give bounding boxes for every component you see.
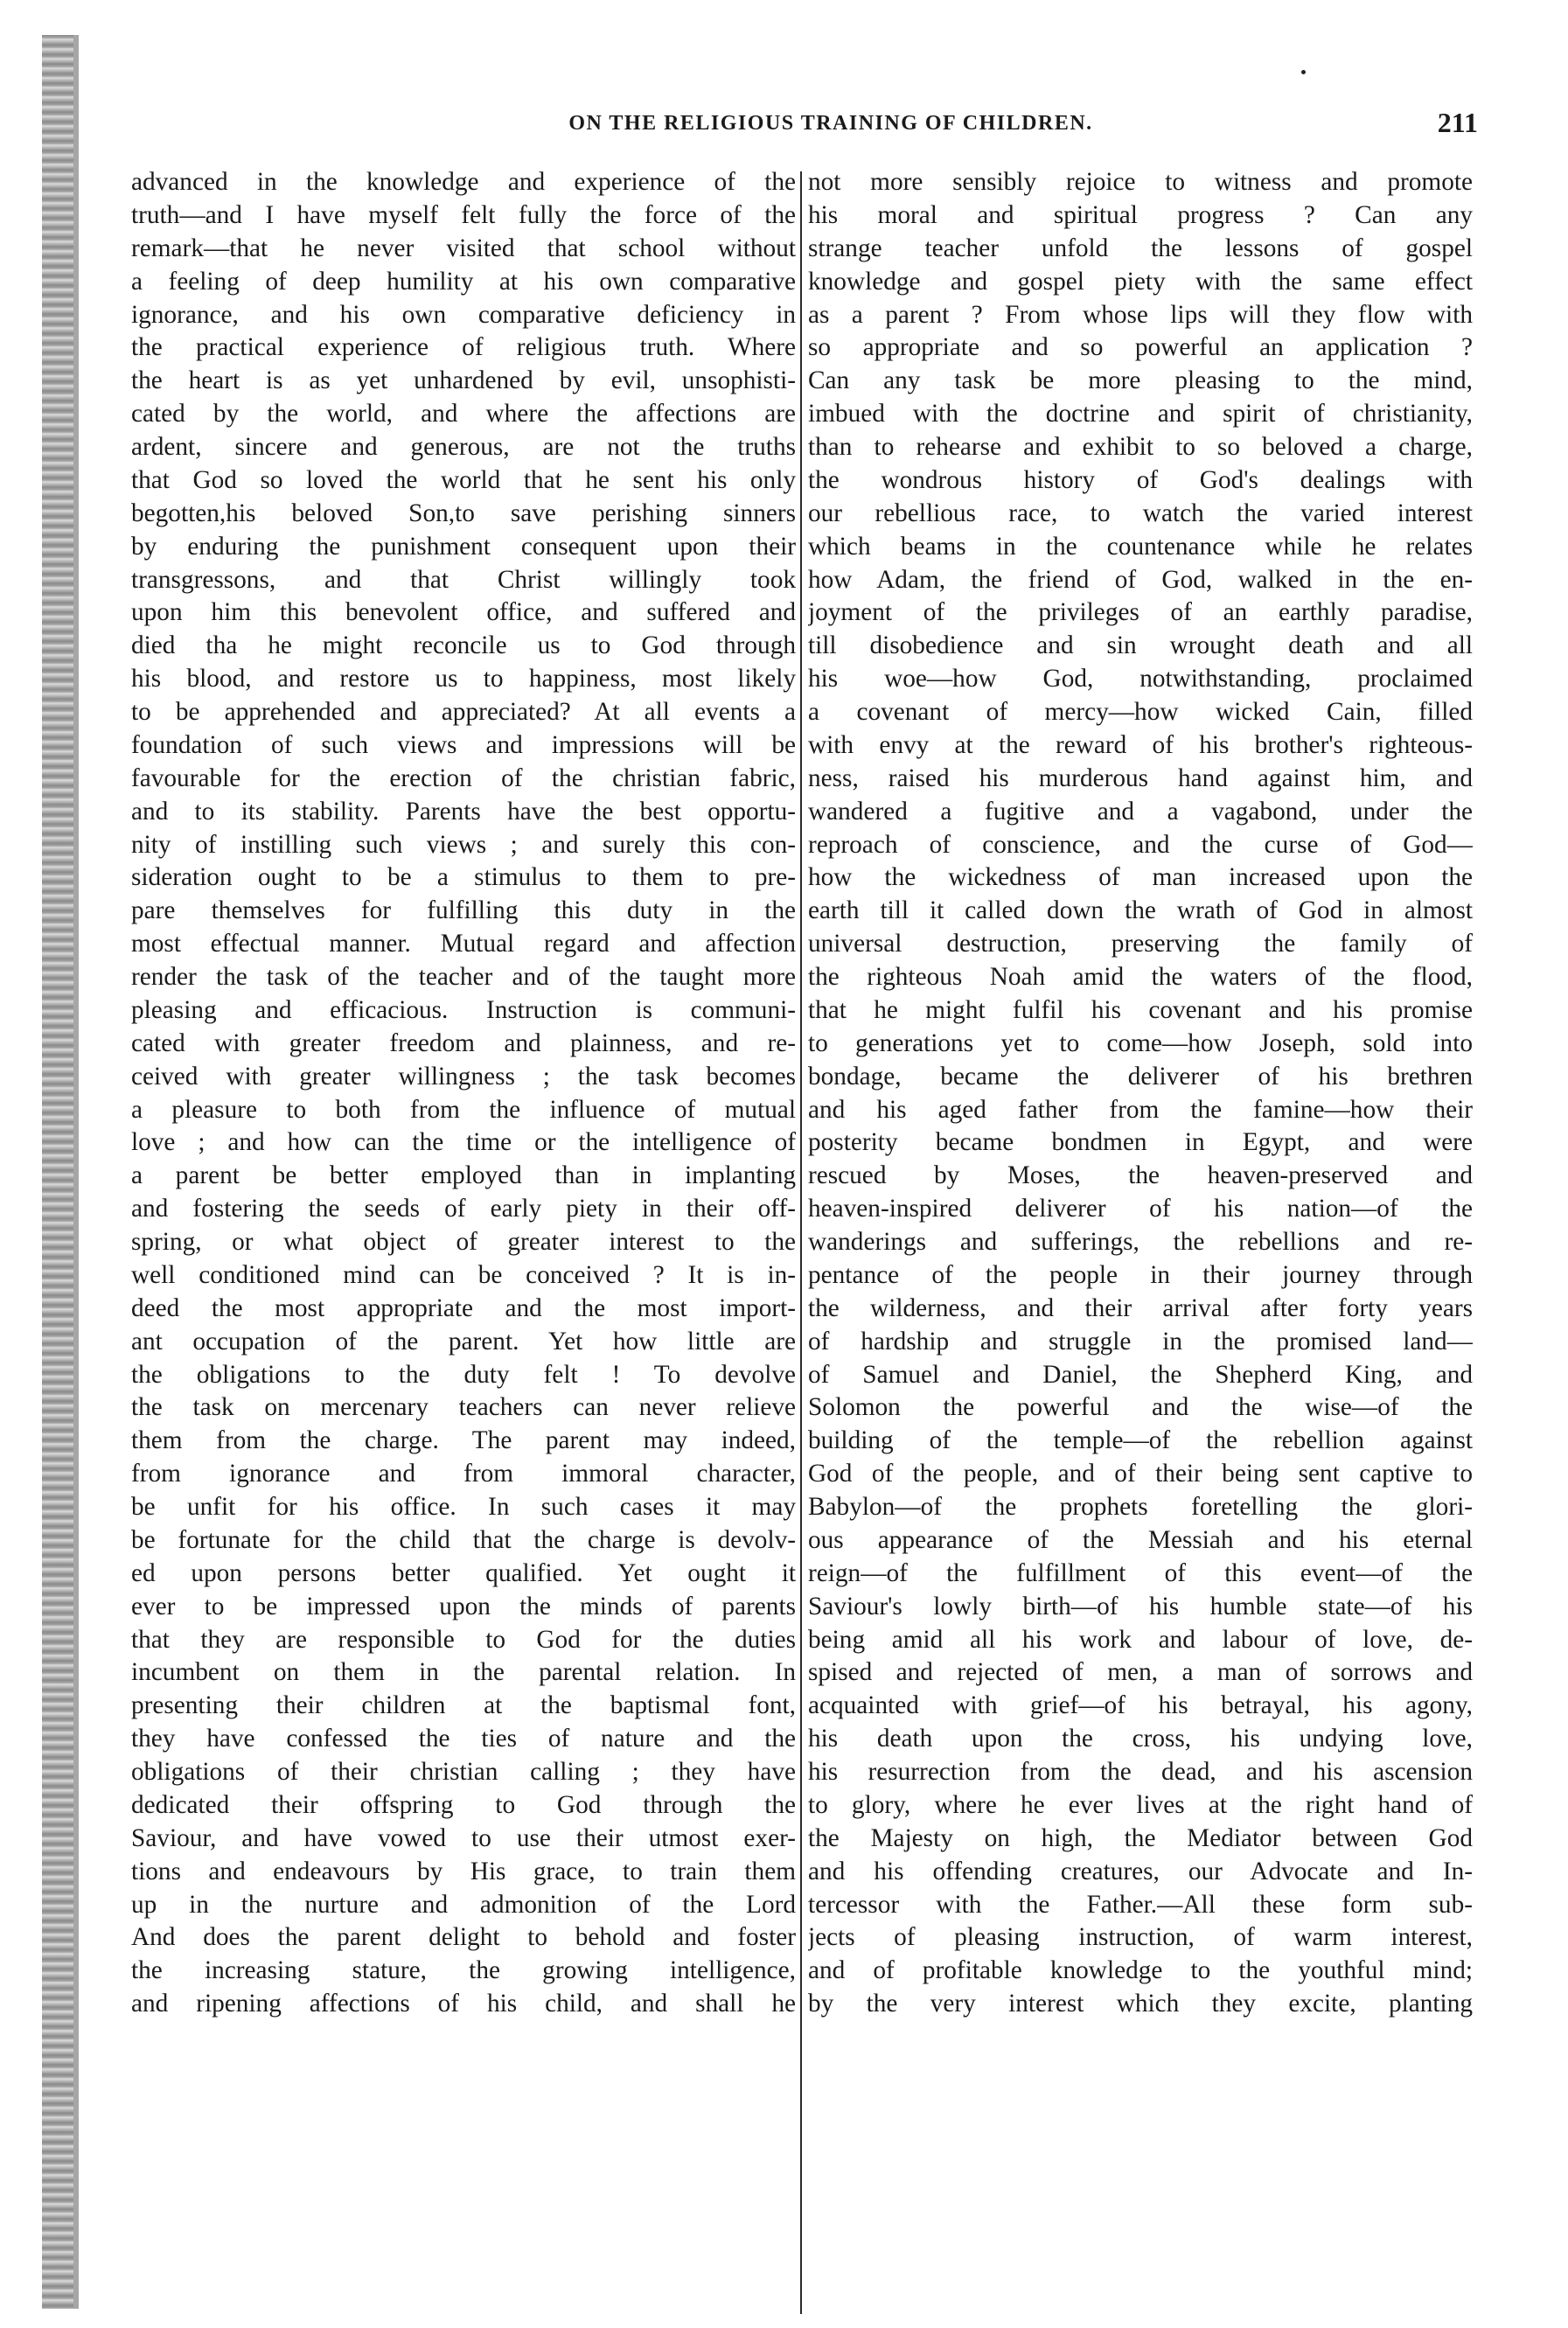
left-column-line bbox=[131, 1391, 796, 1425]
left-column-line-text: pare themselves for fulfilling this duty in the bbox=[131, 896, 796, 925]
right-column-line bbox=[808, 1126, 1473, 1160]
left-column-line bbox=[131, 1259, 796, 1293]
left-column-line bbox=[131, 1193, 796, 1226]
left-column-line-text: most effectual manner. Mutual regard and affection bbox=[131, 930, 796, 958]
left-column-line bbox=[131, 365, 796, 398]
right-column-line-text: how the wickedness of man increased upon the bbox=[808, 863, 1473, 892]
right-column-line-text: our rebellious race, to watch the varied interest bbox=[808, 498, 1473, 527]
left-column-line bbox=[131, 299, 796, 332]
left-column-line-text: be unfit for his office. In such cases it may bbox=[131, 1493, 796, 1521]
left-column-line bbox=[131, 331, 796, 365]
right-column-line-text: Can any task be more pleasing to the mind, bbox=[808, 366, 1473, 395]
left-column-line bbox=[131, 1524, 796, 1558]
right-column-line bbox=[808, 1558, 1473, 1591]
left-column-line bbox=[131, 564, 796, 597]
left-column-line-text: a pleasure to both from the influence of mutual bbox=[131, 1095, 796, 1124]
right-column-line-text: till disobedience and sin wrought death and all bbox=[808, 631, 1473, 660]
right-column-line bbox=[808, 1094, 1473, 1127]
right-column-line bbox=[808, 431, 1473, 464]
right-column-line bbox=[808, 531, 1473, 564]
right-column-line-text: Saviour's lowly birth—of his humble state—of his bbox=[808, 1592, 1473, 1621]
left-column-line-text: and to its stability. Parents have the best opportu- bbox=[131, 797, 796, 826]
left-column-line-text: from ignorance and from immoral character, bbox=[131, 1460, 796, 1488]
left-column-line bbox=[131, 1359, 796, 1392]
left-column-line bbox=[131, 1823, 796, 1856]
left-column-line bbox=[131, 1723, 796, 1756]
column-divider bbox=[800, 171, 802, 2314]
right-column-line-text: strange teacher unfold the lessons of gospel bbox=[808, 233, 1473, 262]
right-column-line-text: joyment of the privileges of an earthly paradise, bbox=[808, 598, 1473, 627]
right-column-line-text: acquainted with grief—of his betrayal, his agony, bbox=[808, 1691, 1473, 1720]
left-column-line bbox=[131, 1756, 796, 1789]
right-column-line bbox=[808, 763, 1473, 796]
right-column-line bbox=[808, 994, 1473, 1028]
left-column-line-text: ceived with greater willingness ; the task becomes bbox=[131, 1062, 796, 1091]
right-column-line-text: knowledge and gospel piety with the same effect bbox=[808, 267, 1473, 296]
right-column-line bbox=[808, 1160, 1473, 1193]
left-text-column bbox=[131, 166, 796, 2021]
right-column-line bbox=[808, 696, 1473, 729]
right-column-line-text: of hardship and struggle in the promised land— bbox=[808, 1327, 1473, 1356]
right-column-line-text: tercessor with the Father.—All these form sub- bbox=[808, 1890, 1473, 1919]
running-head-title: ON THE RELIGIOUS TRAINING OF CHILDREN. bbox=[568, 112, 1093, 135]
right-column-line-text: heaven-inspired deliverer of his nation—of the bbox=[808, 1195, 1473, 1223]
left-column-line bbox=[131, 1160, 796, 1193]
left-column-line-text: and ripening affections of his child, and shall he bbox=[131, 1990, 796, 2018]
left-column-line-text: And does the parent delight to behold and foster bbox=[131, 1923, 796, 1952]
left-column-line-text: died tha he might reconcile us to God through bbox=[131, 631, 796, 660]
right-column-line bbox=[808, 1624, 1473, 1657]
left-column-line-text: advanced in the knowledge and experience of the bbox=[131, 168, 796, 196]
right-column-line bbox=[808, 464, 1473, 498]
left-column-line-text: up in the nurture and admonition of the Lord bbox=[131, 1890, 796, 1919]
left-column-line bbox=[131, 696, 796, 729]
left-column-line bbox=[131, 1889, 796, 1922]
right-column-line bbox=[808, 398, 1473, 431]
right-column-line-text: the righteous Noah amid the waters of the flood, bbox=[808, 963, 1473, 991]
left-column-line-text: to be apprehended and appreciated? At all events a bbox=[131, 698, 796, 726]
right-column-line bbox=[808, 630, 1473, 663]
right-column-line-text: of Samuel and Daniel, the Shepherd King, and bbox=[808, 1360, 1473, 1389]
right-column-line bbox=[808, 365, 1473, 398]
right-column-line bbox=[808, 1359, 1473, 1392]
left-column-line-text: the task on mercenary teachers can never relieve bbox=[131, 1393, 796, 1422]
right-column-line bbox=[808, 1690, 1473, 1723]
right-column-line bbox=[808, 1458, 1473, 1491]
left-column-line-text: the practical experience of religious truth. Where bbox=[131, 333, 796, 362]
running-head bbox=[131, 107, 1495, 147]
right-column-line bbox=[808, 596, 1473, 630]
ink-speck bbox=[1301, 70, 1306, 74]
right-column-line-text: as a parent ? From whose lips will they flow with bbox=[808, 300, 1473, 329]
left-column-line-text: them from the charge. The parent may indeed, bbox=[131, 1426, 796, 1455]
right-column-line-text: imbued with the doctrine and spirit of christianity, bbox=[808, 400, 1473, 429]
right-column-line bbox=[808, 1889, 1473, 1922]
left-column-line-text: ed upon persons better qualified. Yet ought it bbox=[131, 1558, 796, 1587]
left-column-line-text: favourable for the erection of the christian fabric, bbox=[131, 763, 796, 792]
left-column-line-text: Saviour, and have vowed to use their utmost exer- bbox=[131, 1823, 796, 1852]
right-column-line bbox=[808, 166, 1473, 199]
right-column-line bbox=[808, 663, 1473, 696]
right-column-line-text: Solomon the powerful and the wise—of the bbox=[808, 1393, 1473, 1422]
right-column-line-text: and his aged father from the famine—how their bbox=[808, 1095, 1473, 1124]
left-column-line bbox=[131, 729, 796, 763]
right-column-line-text: the Majesty on high, the Mediator between God bbox=[808, 1823, 1473, 1852]
right-column-line bbox=[808, 961, 1473, 994]
left-column-line bbox=[131, 1326, 796, 1359]
right-column-line bbox=[808, 1524, 1473, 1558]
left-column-line bbox=[131, 961, 796, 994]
left-column-line bbox=[131, 1028, 796, 1061]
page-number: 211 bbox=[1437, 107, 1478, 138]
left-column-line bbox=[131, 1558, 796, 1591]
left-column-line-text: ever to be impressed upon the minds of parents bbox=[131, 1592, 796, 1621]
right-column-line-text: with envy at the reward of his brother's righteous- bbox=[808, 730, 1473, 759]
right-column-line-text: wanderings and sufferings, the rebellions and re- bbox=[808, 1228, 1473, 1256]
right-column-line bbox=[808, 1656, 1473, 1690]
right-column-line bbox=[808, 1723, 1473, 1756]
left-column-line-text: tions and endeavours by His grace, to train them bbox=[131, 1857, 796, 1885]
left-column-line-text: ardent, sincere and generous, are not the truths bbox=[131, 433, 796, 461]
right-column-line-text: his woe—how God, notwithstanding, proclaimed bbox=[808, 665, 1473, 694]
right-column-line-text: Babylon—of the prophets foretelling the glori- bbox=[808, 1493, 1473, 1521]
right-column-line-text: reproach of conscience, and the curse of God— bbox=[808, 830, 1473, 859]
right-column-line bbox=[808, 796, 1473, 829]
book-binding-edge bbox=[42, 35, 73, 2309]
left-column-line bbox=[131, 431, 796, 464]
left-column-line bbox=[131, 1293, 796, 1326]
right-column-line-text: wandered a fugitive and a vagabond, under the bbox=[808, 797, 1473, 826]
left-column-line-text: love ; and how can the time or the intelligence of bbox=[131, 1128, 796, 1157]
right-column-line bbox=[808, 1391, 1473, 1425]
left-column-line-text: be fortunate for the child that the charge is devolv- bbox=[131, 1525, 796, 1554]
right-column-line bbox=[808, 729, 1473, 763]
right-column-line bbox=[808, 1756, 1473, 1789]
left-column-line-text: the obligations to the duty felt ! To devolve bbox=[131, 1360, 796, 1389]
right-column-line bbox=[808, 1955, 1473, 1988]
left-column-line-text: cated with greater freedom and plainness, and re- bbox=[131, 1028, 796, 1057]
right-column-line bbox=[808, 233, 1473, 266]
left-column-line-text: upon him this benevolent office, and suffered and bbox=[131, 598, 796, 627]
right-column-line-text: his resurrection from the dead, and his ascension bbox=[808, 1758, 1473, 1786]
left-column-line bbox=[131, 861, 796, 895]
left-column-line bbox=[131, 1458, 796, 1491]
right-column-line bbox=[808, 1988, 1473, 2021]
right-column-line-text: posterity became bondmen in Egypt, and were bbox=[808, 1128, 1473, 1157]
right-column-line bbox=[808, 1061, 1473, 1094]
left-column-line-text: dedicated their offspring to God through the bbox=[131, 1790, 796, 1819]
right-column-line-text: which beams in the countenance while he relates bbox=[808, 532, 1473, 561]
left-column-line bbox=[131, 1921, 796, 1955]
right-column-line-text: earth till it called down the wrath of God in almost bbox=[808, 896, 1473, 925]
page-gutter-shadow bbox=[73, 35, 79, 2309]
right-column-line bbox=[808, 1491, 1473, 1524]
left-column-line-text: well conditioned mind can be conceived ? It is in- bbox=[131, 1260, 796, 1289]
left-column-line bbox=[131, 464, 796, 498]
left-column-line bbox=[131, 829, 796, 862]
left-column-line bbox=[131, 166, 796, 199]
left-column-line bbox=[131, 928, 796, 961]
right-column-line-text: so appropriate and so powerful an application ? bbox=[808, 333, 1473, 362]
left-column-line bbox=[131, 1591, 796, 1624]
left-column-line-text: remark—that he never visited that school without bbox=[131, 233, 796, 262]
left-column-line bbox=[131, 1226, 796, 1259]
right-column-line-text: rescued by Moses, the heaven-preserved and bbox=[808, 1161, 1473, 1190]
right-column-line-text: the wondrous history of God's dealings with bbox=[808, 465, 1473, 494]
left-column-line-text: render the task of the teacher and of the taught more bbox=[131, 963, 796, 991]
left-column-line bbox=[131, 1425, 796, 1458]
right-column-line bbox=[808, 199, 1473, 233]
right-column-line-text: God of the people, and of their being sent captive to bbox=[808, 1460, 1473, 1488]
right-column-line-text: bondage, became the deliverer of his brethren bbox=[808, 1062, 1473, 1091]
left-column-line bbox=[131, 1690, 796, 1723]
left-column-line bbox=[131, 1491, 796, 1524]
left-column-line bbox=[131, 233, 796, 266]
right-column-line-text: universal destruction, preserving the family of bbox=[808, 930, 1473, 958]
right-column-line bbox=[808, 1789, 1473, 1823]
left-column-line-text: begotten,his beloved Son,to save perishing sinners bbox=[131, 498, 796, 527]
right-column-line bbox=[808, 1028, 1473, 1061]
left-column-line-text: sideration ought to be a stimulus to them to pre- bbox=[131, 863, 796, 892]
left-column-line bbox=[131, 895, 796, 928]
right-column-line bbox=[808, 861, 1473, 895]
right-column-line-text: that he might fulfil his covenant and his promise bbox=[808, 995, 1473, 1024]
right-column-line-text: pentance of the people in their journey through bbox=[808, 1260, 1473, 1289]
right-column-line bbox=[808, 1921, 1473, 1955]
right-column-line-text: reign—of the fulfillment of this event—of the bbox=[808, 1558, 1473, 1587]
left-column-line bbox=[131, 763, 796, 796]
right-column-line bbox=[808, 498, 1473, 531]
left-column-line bbox=[131, 398, 796, 431]
right-column-line bbox=[808, 1326, 1473, 1359]
left-column-line-text: transgressons, and that Christ willingly took bbox=[131, 565, 796, 594]
left-column-line bbox=[131, 630, 796, 663]
right-column-line bbox=[808, 928, 1473, 961]
left-column-line-text: his blood, and restore us to happiness, most likely bbox=[131, 665, 796, 694]
left-column-line bbox=[131, 1094, 796, 1127]
right-column-line bbox=[808, 1856, 1473, 1889]
left-column-line bbox=[131, 199, 796, 233]
right-column-line bbox=[808, 1425, 1473, 1458]
right-column-line-text: not more sensibly rejoice to witness and promote bbox=[808, 168, 1473, 196]
right-column-line-text: ness, raised his murderous hand against him, and bbox=[808, 763, 1473, 792]
right-column-line-text: by the very interest which they excite, planting bbox=[808, 1990, 1473, 2018]
left-column-line bbox=[131, 531, 796, 564]
left-column-line-text: spring, or what object of greater interest to the bbox=[131, 1228, 796, 1256]
right-column-line-text: the wilderness, and their arrival after forty years bbox=[808, 1293, 1473, 1322]
right-column-line-text: how Adam, the friend of God, walked in the en- bbox=[808, 565, 1473, 594]
left-column-line bbox=[131, 266, 796, 299]
left-column-line bbox=[131, 1988, 796, 2021]
left-column-line-text: foundation of such views and impressions will be bbox=[131, 730, 796, 759]
right-column-line bbox=[808, 895, 1473, 928]
left-column-line bbox=[131, 498, 796, 531]
right-column-line bbox=[808, 1823, 1473, 1856]
right-column-line bbox=[808, 1226, 1473, 1259]
right-column-line bbox=[808, 1591, 1473, 1624]
left-column-line-text: they have confessed the ties of nature and the bbox=[131, 1725, 796, 1753]
right-column-line-text: and his offending creatures, our Advocate and In- bbox=[808, 1857, 1473, 1885]
left-column-line-text: by enduring the punishment consequent upon their bbox=[131, 532, 796, 561]
left-column-line bbox=[131, 1126, 796, 1160]
left-column-line bbox=[131, 796, 796, 829]
right-column-line bbox=[808, 829, 1473, 862]
left-column-line-text: that they are responsible to God for the duties bbox=[131, 1625, 796, 1654]
right-column-line bbox=[808, 1259, 1473, 1293]
left-column-line-text: obligations of their christian calling ; they have bbox=[131, 1758, 796, 1786]
left-column-line bbox=[131, 994, 796, 1028]
left-column-line bbox=[131, 1789, 796, 1823]
right-column-line bbox=[808, 1193, 1473, 1226]
right-column-line-text: and of profitable knowledge to the youthful mind; bbox=[808, 1956, 1473, 1985]
right-column-line-text: to glory, where he ever lives at the right hand of bbox=[808, 1790, 1473, 1819]
left-column-line-text: truth—and I have myself felt fully the force of the bbox=[131, 200, 796, 229]
left-column-line-text: incumbent on them in the parental relation. In bbox=[131, 1658, 796, 1687]
left-column-line bbox=[131, 1624, 796, 1657]
right-column-line-text: his moral and spiritual progress ? Can any bbox=[808, 200, 1473, 229]
right-column-line-text: than to rehearse and exhibit to so beloved a charge, bbox=[808, 433, 1473, 461]
left-column-line-text: deed the most appropriate and the most import- bbox=[131, 1293, 796, 1322]
left-column-line-text: a parent be better employed than in implanting bbox=[131, 1161, 796, 1190]
right-column-line-text: a covenant of mercy—how wicked Cain, filled bbox=[808, 698, 1473, 726]
right-column-line-text: spised and rejected of men, a man of sorrows and bbox=[808, 1658, 1473, 1687]
right-column-line bbox=[808, 299, 1473, 332]
right-column-line bbox=[808, 564, 1473, 597]
right-column-line-text: to generations yet to come—how Joseph, sold into bbox=[808, 1028, 1473, 1057]
right-column-line bbox=[808, 266, 1473, 299]
left-column-line-text: the heart is as yet unhardened by evil, unsophisti- bbox=[131, 366, 796, 395]
right-text-column bbox=[808, 166, 1473, 2021]
left-column-line-text: ignorance, and his own comparative deficiency in bbox=[131, 300, 796, 329]
left-column-line bbox=[131, 1856, 796, 1889]
right-column-line-text: ous appearance of the Messiah and his eternal bbox=[808, 1525, 1473, 1554]
left-column-line bbox=[131, 663, 796, 696]
left-column-line-text: cated by the world, and where the affections are bbox=[131, 400, 796, 429]
right-column-line-text: his death upon the cross, his undying love, bbox=[808, 1725, 1473, 1753]
left-column-line bbox=[131, 1955, 796, 1988]
right-column-line-text: being amid all his work and labour of love, de- bbox=[808, 1625, 1473, 1654]
left-column-line-text: pleasing and efficacious. Instruction is communi- bbox=[131, 995, 796, 1024]
left-column-line-text: a feeling of deep humility at his own comparative bbox=[131, 267, 796, 296]
left-column-line bbox=[131, 1656, 796, 1690]
left-column-line-text: ant occupation of the parent. Yet how little are bbox=[131, 1327, 796, 1356]
right-column-line bbox=[808, 1293, 1473, 1326]
left-column-line bbox=[131, 1061, 796, 1094]
left-column-line-text: and fostering the seeds of early piety in their off- bbox=[131, 1195, 796, 1223]
left-column-line-text: the increasing stature, the growing intelligence, bbox=[131, 1956, 796, 1985]
right-column-line-text: jects of pleasing instruction, of warm interest, bbox=[808, 1923, 1473, 1952]
right-column-line-text: building of the temple—of the rebellion against bbox=[808, 1426, 1473, 1455]
right-column-line bbox=[808, 331, 1473, 365]
left-column-line bbox=[131, 596, 796, 630]
left-column-line-text: that God so loved the world that he sent his only bbox=[131, 465, 796, 494]
left-column-line-text: presenting their children at the baptismal font, bbox=[131, 1691, 796, 1720]
left-column-line-text: nity of instilling such views ; and surely this con- bbox=[131, 830, 796, 859]
